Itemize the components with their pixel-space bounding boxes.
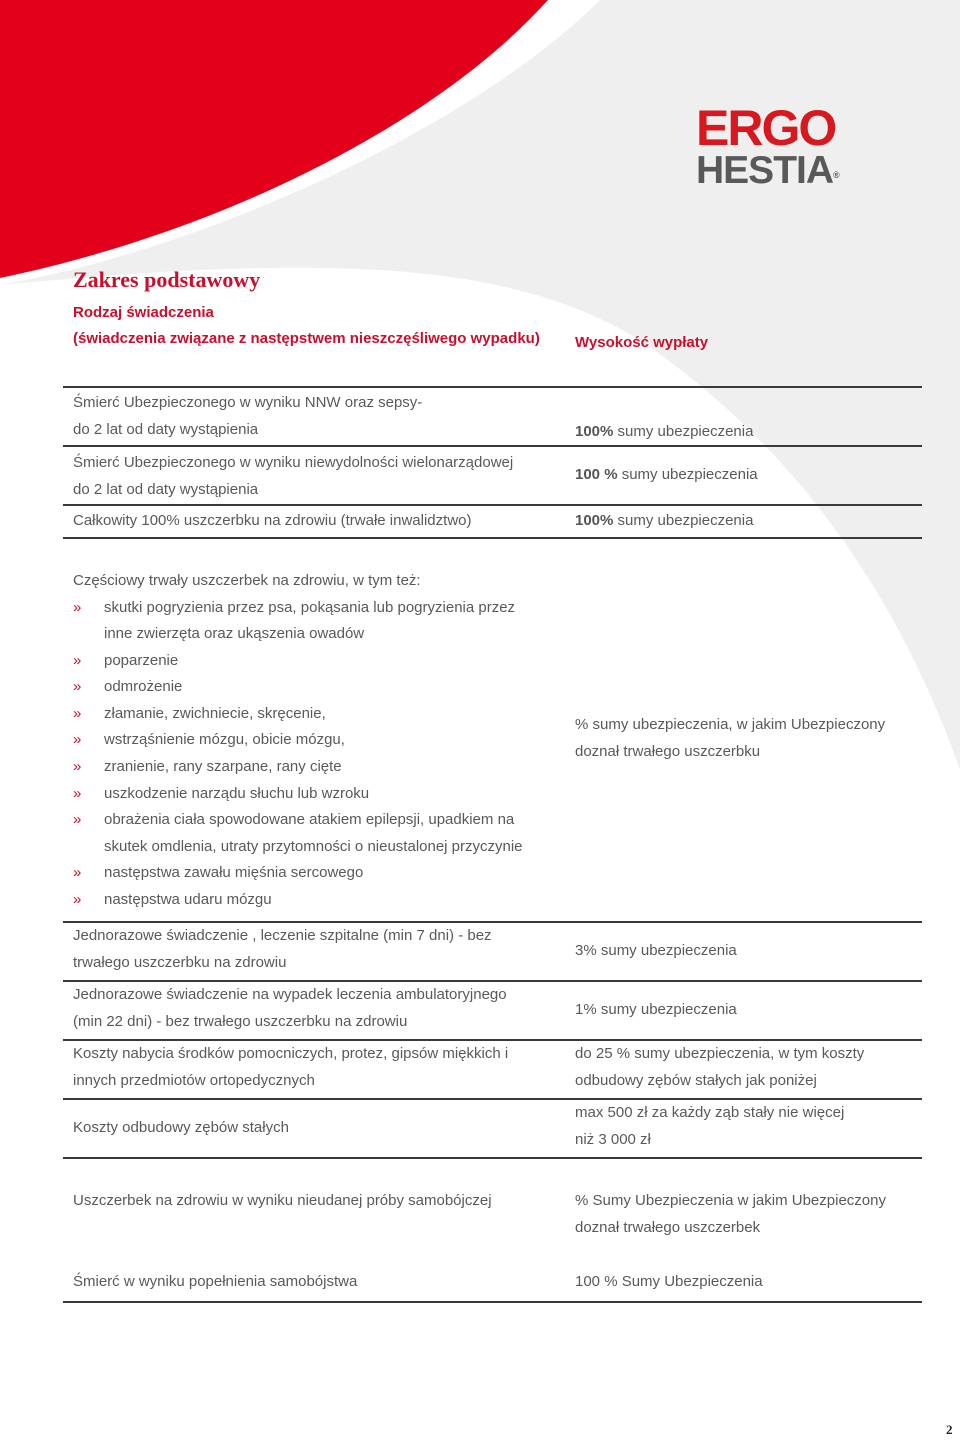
- benefits-table: [63, 266, 922, 1303]
- list-item-text: obrażenia ciała spowodowane atakiem epilepsji, upadkiem na: [104, 811, 515, 829]
- row-payout: 3% sumy ubezpieczenia: [575, 942, 737, 960]
- table-row: [63, 388, 922, 447]
- table-row: [63, 923, 922, 982]
- list-item: [73, 674, 565, 701]
- row-payout: [575, 419, 922, 446]
- header-col-payout: [565, 300, 922, 386]
- row-label: Całkowity 100% uszczerbku na zdrowiu (trwałe inwalidztwo): [73, 512, 472, 530]
- list-item-text: skutek omdlenia, utraty przytomności o nieustalonej przyczynie: [104, 837, 523, 855]
- table-row: [63, 982, 922, 1041]
- list-item-text: skutki pogryzienia przez psa, pokąsania lub pogryzienia przez: [104, 598, 516, 616]
- list-item-text: uszkodzenie narządu słuchu lub wzroku: [104, 784, 370, 802]
- header-benefit-subtitle: (świadczenia związane z następstwem nieszczęśliwego wypadku): [73, 330, 540, 347]
- row-payout: % sumy ubezpieczenia, w jakim Ubezpieczony: [575, 716, 886, 733]
- header-payout: Wysokość wypłaty: [575, 334, 709, 351]
- row-label: Śmierć Ubezpieczonego w wyniku NNW oraz sepsy-: [73, 394, 423, 411]
- row-label: Uszczerbek na zdrowiu w wyniku nieudanej próby samobójczej: [73, 1192, 492, 1209]
- row-label: do 2 lat od daty wystąpienia: [73, 480, 259, 498]
- payout-percent: 100%: [575, 512, 614, 530]
- list-item-text: poparzenie: [104, 651, 179, 669]
- row-payout: 100 % Sumy Ubezpieczenia: [575, 1273, 763, 1290]
- table-row: [63, 1239, 922, 1303]
- table-row: [63, 1159, 922, 1239]
- table-row: [63, 447, 922, 506]
- list-item: [73, 727, 565, 754]
- bullet-mark: »: [73, 678, 82, 696]
- logo-registered-mark: ®: [833, 170, 840, 180]
- list-item: [73, 754, 565, 781]
- payout-text: sumy ubezpieczenia: [613, 512, 754, 530]
- partial-disability-row: [63, 539, 922, 923]
- payout-percent: 100%: [575, 422, 614, 440]
- row-label: Jednorazowe świadczenie , leczenie szpitalne (min 7 dni) - bez: [73, 927, 492, 944]
- list-item-text: złamanie, zwichniecie, skręcenie,: [104, 704, 326, 722]
- list-item-text: inne zwierzęta oraz ukąszenia owadów: [104, 625, 365, 643]
- table-row: [63, 1041, 922, 1100]
- row-payout: [575, 508, 922, 535]
- partial-bullet-list: [73, 595, 565, 914]
- row-label: Śmierć w wyniku popełnienia samobójstwa: [73, 1273, 358, 1290]
- logo-ergo-text: ERGO: [696, 100, 836, 156]
- table-header: [63, 300, 922, 388]
- section-title: Zakres podstawowy: [73, 267, 261, 292]
- list-item: [73, 701, 565, 728]
- list-item-text: odmrożenie: [104, 678, 183, 696]
- ergo-hestia-logo: [696, 100, 840, 192]
- list-item-text: wstrząśnienie mózgu, obicie mózgu,: [104, 731, 345, 749]
- row-label: Śmierć Ubezpieczonego w wyniku niewydolności wielonarządowej: [73, 454, 514, 471]
- row-payout: 1% sumy ubezpieczenia: [575, 1001, 737, 1019]
- row-label: innych przedmiotów ortopedycznych: [73, 1071, 315, 1089]
- list-item-text: następstwa zawału mięśnia sercowego: [104, 864, 364, 882]
- page-number: 2: [946, 1422, 953, 1437]
- bullet-mark: »: [73, 731, 82, 749]
- bullet-mark: »: [73, 758, 82, 776]
- payout-text: sumy ubezpieczenia: [613, 422, 754, 440]
- row-label: trwałego uszczerbku na zdrowiu: [73, 953, 287, 971]
- row-label: Jednorazowe świadczenie na wypadek leczenia ambulatoryjnego: [73, 986, 507, 1003]
- row-payout: doznał trwałego uszczerbek: [575, 1218, 761, 1236]
- list-item: [73, 887, 565, 914]
- bullet-mark: »: [73, 784, 82, 802]
- row-label: do 2 lat od daty wystąpienia: [73, 420, 259, 438]
- list-item: [73, 648, 565, 675]
- bullet-mark: »: [73, 811, 82, 829]
- list-item: [73, 807, 565, 860]
- partial-intro: Częściowy trwały uszczerbek na zdrowiu, w tym też:: [73, 572, 421, 589]
- row-payout: % Sumy Ubezpieczenia w jakim Ubezpieczony: [575, 1192, 886, 1209]
- bullet-mark: »: [73, 704, 82, 722]
- row-payout: doznał trwałego uszczerbku: [575, 742, 761, 760]
- row-payout: odbudowy zębów stałych jak poniżej: [575, 1071, 817, 1089]
- row-payout: [575, 462, 922, 489]
- header-col-benefit-type: [63, 300, 565, 386]
- row-label: (min 22 dni) - bez trwałego uszczerbku na zdrowiu: [73, 1012, 408, 1030]
- bullet-mark: »: [73, 651, 82, 669]
- row-payout: max 500 zł za każdy ząb stały nie więcej: [575, 1104, 845, 1121]
- logo-hestia-word: HESTIA: [696, 149, 834, 192]
- row-label: Koszty nabycia środków pomocniczych, protez, gipsów miękkich i: [73, 1045, 509, 1062]
- list-item: [73, 595, 565, 648]
- row-payout: niż 3 000 zł: [575, 1130, 651, 1148]
- payout-percent: 100 %: [575, 466, 618, 484]
- bullet-mark: »: [73, 891, 82, 909]
- row-payout: do 25 % sumy ubezpieczenia, w tym koszty: [575, 1045, 865, 1062]
- bullet-mark: »: [73, 864, 82, 882]
- row-label: Koszty odbudowy zębów stałych: [73, 1119, 289, 1137]
- table-row: [63, 1100, 922, 1159]
- payout-text: sumy ubezpieczenia: [617, 466, 758, 484]
- table-row: [63, 506, 922, 539]
- header-benefit-type: Rodzaj świadczenia: [73, 304, 214, 321]
- logo-hestia-text: [696, 149, 840, 192]
- list-item-text: zranienie, rany szarpane, rany cięte: [104, 758, 342, 776]
- list-item: [73, 860, 565, 887]
- bullet-mark: »: [73, 598, 82, 616]
- list-item-text: następstwa udaru mózgu: [104, 891, 272, 909]
- list-item: [73, 781, 565, 808]
